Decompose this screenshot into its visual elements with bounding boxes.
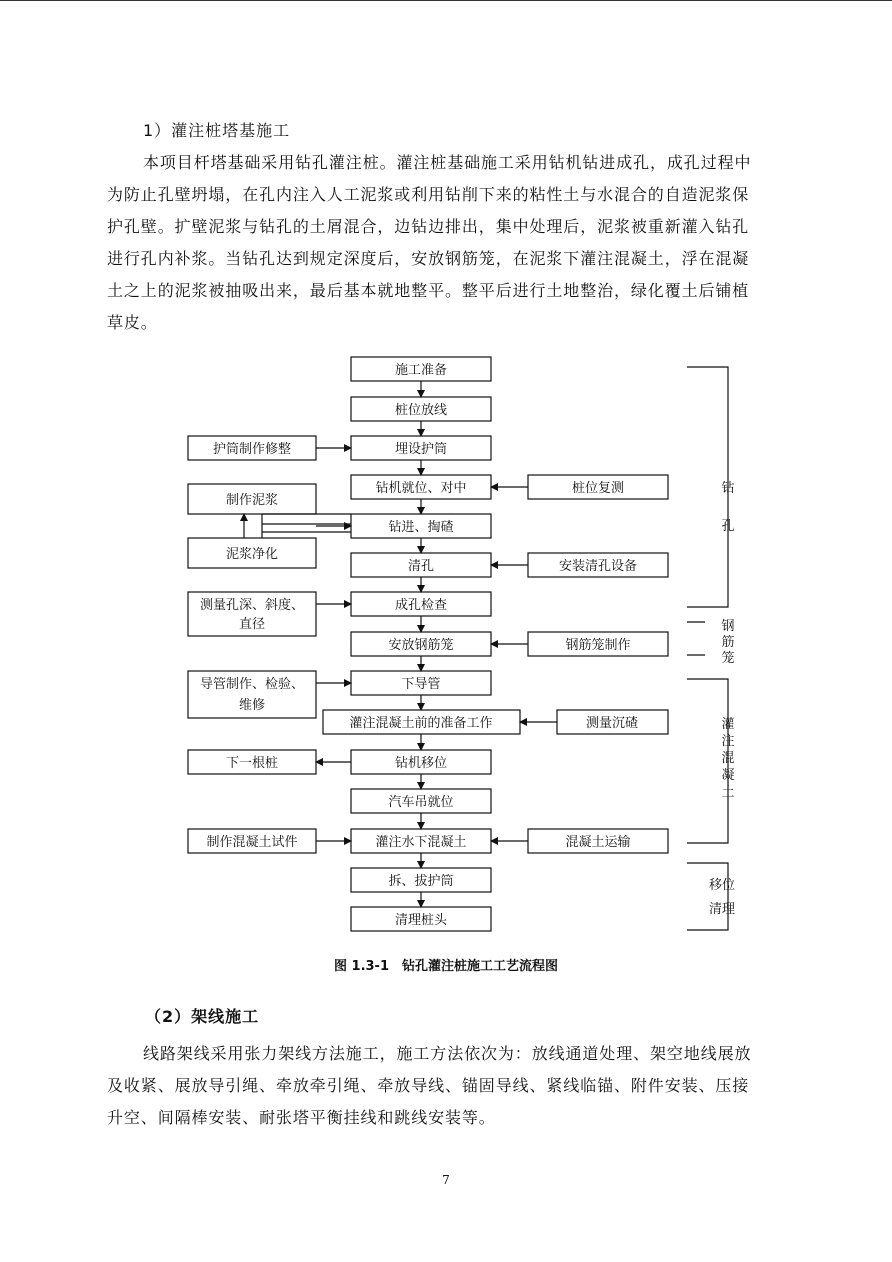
phase-label-pour: 灌 bbox=[721, 717, 735, 732]
main-step-label: 钻进、掏碴 bbox=[388, 520, 454, 535]
paragraph-line: 本项目杆塔基础采用钻孔灌注桩。灌注桩基础施工采用钻机钻进成孔，成孔过程中 bbox=[143, 153, 752, 172]
paragraph-line: 为防止孔壁坍塌，在孔内注入人工泥浆或利用钻削下来的粘性土与水混合的自造泥浆保 bbox=[107, 185, 750, 204]
phase-label-relocate: 清理 bbox=[708, 902, 736, 917]
right-box-label: 测量沉碴 bbox=[585, 716, 639, 731]
section-2-heading: （2）架线施工 bbox=[145, 1007, 260, 1026]
paragraph-line: 护孔壁。扩壁泥浆与钻孔的土屑混合，边钻边排出，集中处理后，泥浆被重新灌入钻孔 bbox=[107, 217, 750, 236]
phase-label-relocate: 移位 bbox=[708, 878, 736, 893]
paragraph-line: 线路架线采用张力架线方法施工，施工方法依次为：放线通道处理、架空地线展放 bbox=[143, 1044, 752, 1063]
paragraph-line: 进行孔内补浆。当钻孔达到规定深度后，安放钢筋笼，在泥浆下灌注混凝土，浮在混凝 bbox=[107, 249, 750, 268]
phase-label-pour: 混 bbox=[721, 751, 735, 766]
left-box-label: 维修 bbox=[238, 698, 266, 713]
left-box-label: 制作泥浆 bbox=[225, 493, 279, 508]
main-step-label: 埋设护筒 bbox=[394, 442, 448, 457]
main-step-label: 灌注水下混凝土 bbox=[375, 835, 467, 850]
main-step-label: 安放钢筋笼 bbox=[388, 638, 454, 653]
right-box-label: 桩位复测 bbox=[571, 481, 625, 496]
paragraph-line: 及收紧、展放导引绳、牵放牵引绳、牵放导线、锚固导线、紧线临锚、附件安装、压接 bbox=[107, 1076, 750, 1095]
phase-label-drilling: 钻 bbox=[721, 481, 735, 496]
right-box-label: 安装清孔设备 bbox=[558, 559, 638, 574]
phase-label-pour: 凝 bbox=[721, 768, 735, 783]
main-step-label: 成孔检查 bbox=[394, 598, 448, 613]
main-step-label: 钻机移位 bbox=[394, 756, 448, 771]
main-step-label: 桩位放线 bbox=[394, 403, 448, 418]
phase-label-rebar: 筋 bbox=[721, 635, 735, 650]
left-box-label: 护筒制作修整 bbox=[212, 442, 292, 457]
main-step-label: 清孔 bbox=[407, 559, 435, 574]
left-box-label: 直径 bbox=[238, 617, 266, 632]
phase-label-pour: 土 bbox=[721, 785, 735, 800]
phase-label-rebar: 笼 bbox=[721, 651, 735, 666]
left-box-label: 测量孔深、斜度、 bbox=[199, 598, 305, 613]
right-box-label: 钢筋笼制作 bbox=[565, 638, 631, 653]
page-number: 7 bbox=[442, 1173, 450, 1187]
right-box-label: 混凝土运输 bbox=[565, 835, 631, 850]
paragraph-2 bbox=[107, 1038, 787, 1134]
phase-label-rebar: 钢 bbox=[721, 619, 735, 634]
main-step-label: 拆、拔护筒 bbox=[388, 874, 454, 889]
phase-label-drilling: 孔 bbox=[721, 519, 735, 534]
left-box-label: 导管制作、检验、 bbox=[199, 677, 305, 692]
main-step-label: 钻机就位、对中 bbox=[375, 481, 467, 496]
paragraph-line: 草皮。 bbox=[107, 313, 158, 332]
section-heading: 1）灌注桩塔基施工 bbox=[143, 121, 291, 140]
left-box-label: 下一根桩 bbox=[225, 756, 279, 771]
left-box-label: 制作混凝土试件 bbox=[206, 835, 298, 850]
main-step-label: 灌注混凝土前的准备工作 bbox=[349, 716, 493, 731]
figure-caption: 图 1.3-1 钻孔灌注桩施工工艺流程图 bbox=[334, 959, 558, 974]
main-step-label: 清理桩头 bbox=[394, 913, 448, 928]
paragraph-line: 土之上的泥浆被抽吸出来，最后基本就地整平。整平后进行土地整治，绿化覆土后铺植 bbox=[107, 281, 750, 300]
main-step-label: 下导管 bbox=[401, 677, 441, 692]
paragraph-line: 升空、间隔棒安装、耐张塔平衡挂线和跳线安装等。 bbox=[107, 1108, 496, 1127]
main-step-label: 汽车吊就位 bbox=[388, 795, 454, 810]
phase-label-pour: 注 bbox=[721, 734, 735, 749]
left-box-label: 泥浆净化 bbox=[225, 547, 279, 562]
main-step-label: 施工准备 bbox=[394, 363, 448, 378]
